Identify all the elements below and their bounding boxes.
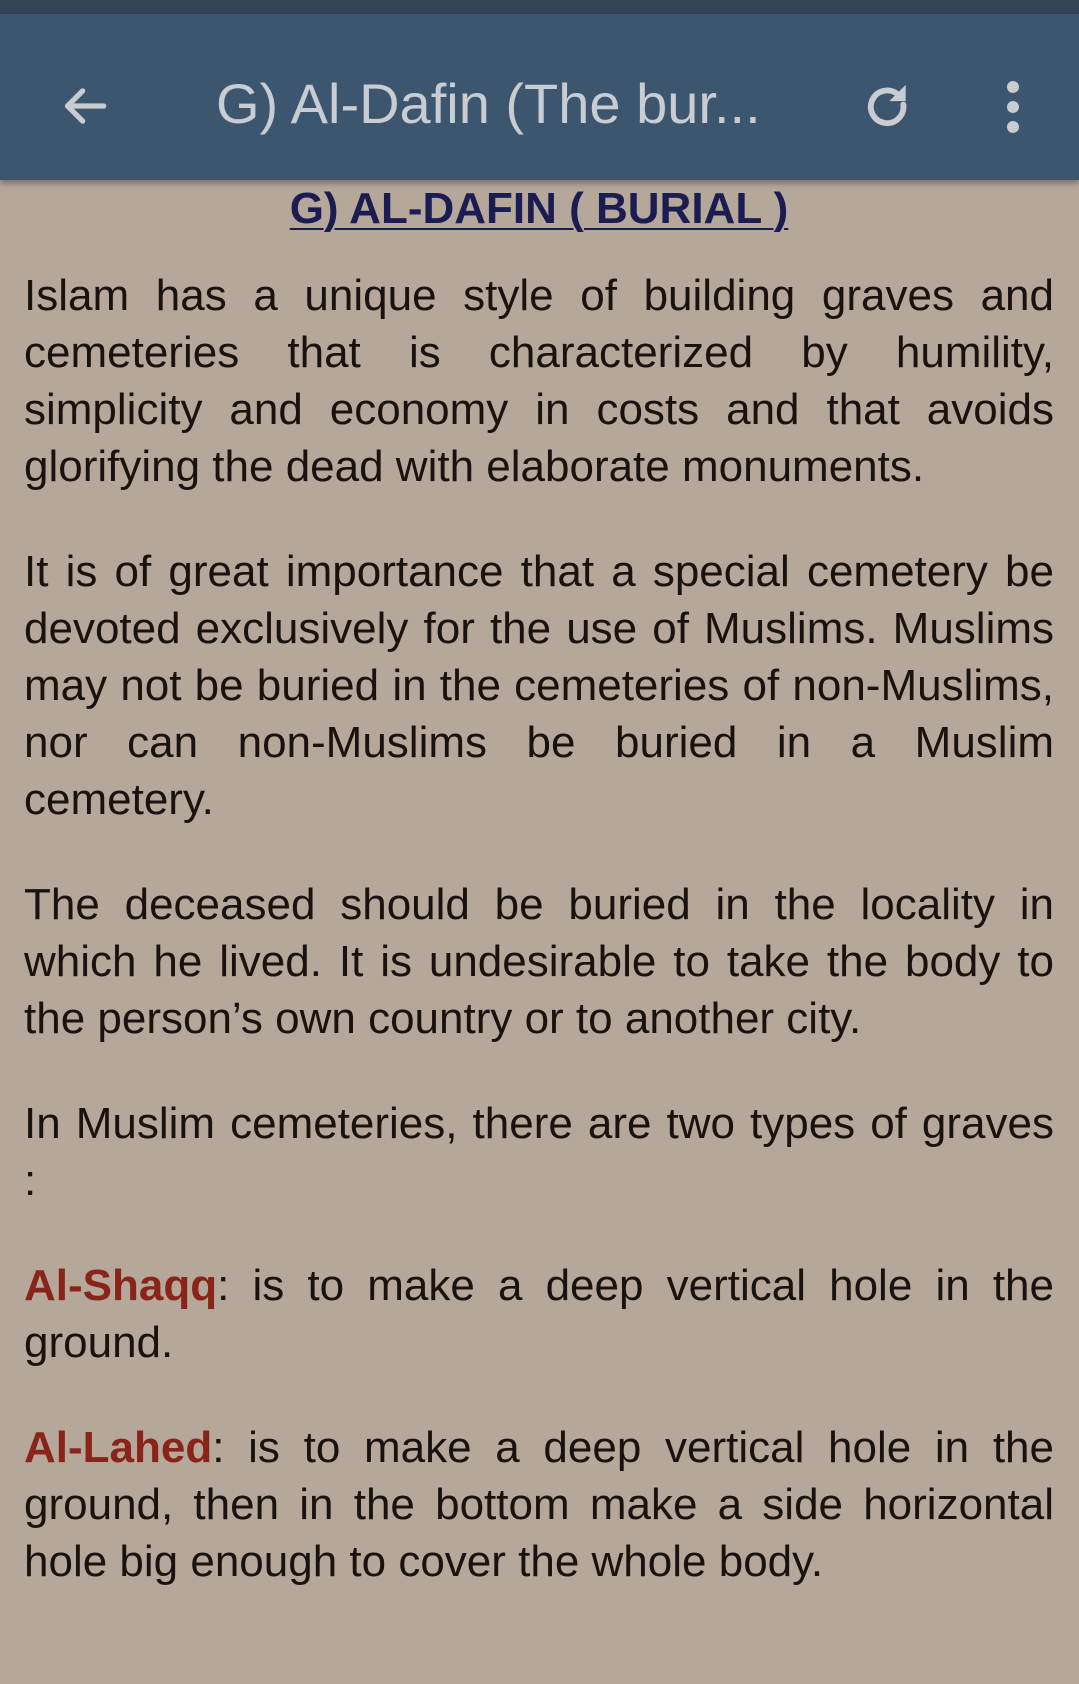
more-options-button[interactable]: [985, 72, 1041, 142]
article-content: [24, 180, 1054, 1590]
article-heading: G) AL-DAFIN ( BURIAL ): [289, 184, 789, 233]
app-title: G) Al-Dafin (The bur...: [216, 72, 761, 135]
definition-text: : is to make a deep vertical hole in the ground, then in the bottom make a side horizontal hole big enough to cover the whole body.: [24, 1423, 1054, 1586]
article-heading-wrap: [24, 183, 1054, 235]
more-vertical-icon: [1001, 77, 1025, 137]
arrow-left-icon: [57, 78, 113, 134]
definition-term: Al-Lahed: [24, 1423, 213, 1472]
definition-term: Al-Shaqq: [24, 1261, 218, 1310]
app-bar: [0, 14, 1079, 180]
refresh-icon: [859, 79, 915, 135]
paragraph-4: In Muslim cemeteries, there are two types of graves :: [24, 1099, 1054, 1205]
refresh-button[interactable]: [852, 72, 922, 142]
status-bar-strip: [0, 0, 1079, 14]
back-button[interactable]: [48, 69, 122, 143]
definition-al-shaqq: [24, 1257, 1054, 1371]
paragraph-1: Islam has a unique style of building graves and cemeteries that is characterized by humility, simplicity and economy in costs and that avoids glorifying the dead with elaborate monuments.: [24, 271, 1054, 491]
paragraph-3: The deceased should be buried in the locality in which he lived. It is undesirable to take the body to the person’s own country or to another city.: [24, 880, 1054, 1043]
definition-text: : is to make a deep vertical hole in the ground.: [24, 1261, 1054, 1367]
definition-al-lahed: [24, 1419, 1054, 1590]
paragraph-2: It is of great importance that a special cemetery be devoted exclusively for the use of Muslims. Muslims may not be buried in the cemeteries of non-Muslims, nor can non-Muslims be buried in a Muslim cemetery.: [24, 547, 1054, 824]
